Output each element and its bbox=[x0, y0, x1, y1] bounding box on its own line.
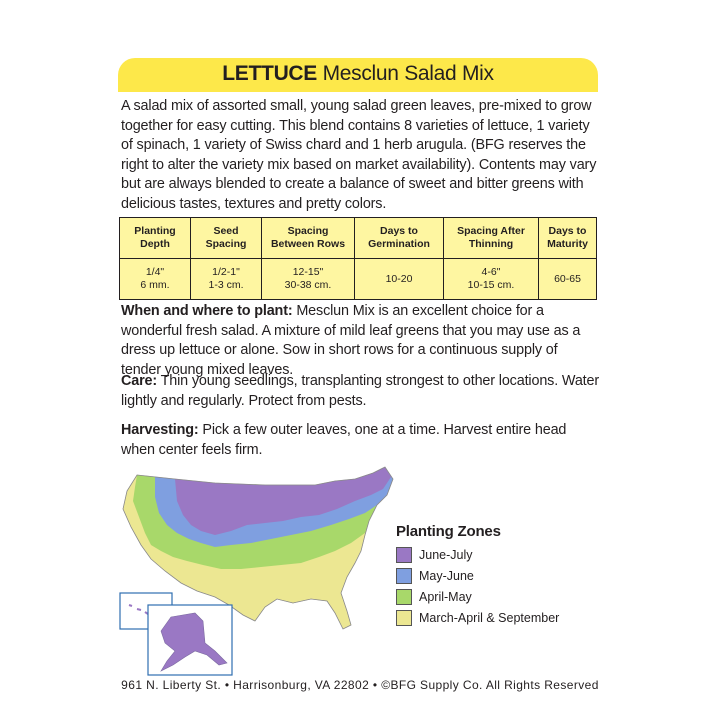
legend-item bbox=[396, 586, 559, 607]
footer-address: 961 N. Liberty St. • Harrisonburg, VA 22802 • ©BFG Supply Co. All Rights Reserved bbox=[121, 678, 599, 692]
legend-label: May-June bbox=[419, 568, 474, 583]
header-cell: Spacing After Thinning bbox=[444, 218, 539, 259]
value-cell: 10-20 bbox=[355, 259, 444, 300]
header-cell: Planting Depth bbox=[120, 218, 191, 259]
value-cell: 4-6" 10-15 cm. bbox=[444, 259, 539, 300]
value-cell: 60-65 bbox=[539, 259, 597, 300]
care-section bbox=[121, 372, 599, 411]
legend-swatch bbox=[396, 568, 412, 584]
value-cell: 1/2-1" 1-3 cm. bbox=[191, 259, 262, 300]
legend-label: March-April & September bbox=[419, 610, 560, 625]
value-cell: 12-15" 30-38 cm. bbox=[262, 259, 355, 300]
value-cell: 1/4" 6 mm. bbox=[120, 259, 191, 300]
section-text: Mesclun Mix is an excellent choice for a wonderful fresh salad. A mixture of mild leaf greens that you may use as a dress up lettuce or alone. Sow in short rows for a continuous supply of tender young mixed leaves. bbox=[121, 303, 581, 378]
legend-label: April-May bbox=[419, 589, 472, 604]
legend-title: Planting Zones bbox=[396, 523, 501, 540]
header-cell: Days to Germination bbox=[355, 218, 444, 259]
when-where-section bbox=[121, 302, 599, 380]
header-cell: Days to Maturity bbox=[539, 218, 597, 259]
table-value-row bbox=[120, 259, 597, 300]
header-cell: Seed Spacing bbox=[191, 218, 262, 259]
harvesting-section bbox=[121, 421, 599, 460]
legend-swatch bbox=[396, 547, 412, 563]
section-label: When and where to plant: bbox=[121, 303, 293, 319]
header-cell: Spacing Between Rows bbox=[262, 218, 355, 259]
planting-zones-legend bbox=[396, 523, 559, 628]
intro-paragraph: A salad mix of assorted small, young salad green leaves, pre-mixed to grow together for easy cutting. This blend contains 8 varieties of lettuce, 1 variety of spinach, 1 variety of Swiss chard and 1 herb arugula. (BFG reserves the right to alter the variety mix based on market availability). Contents may vary but are always blended to create a balance of sweet and bitter greens with delicious tastes, textures and pretty colors. bbox=[121, 98, 597, 212]
legend-swatch bbox=[396, 610, 412, 626]
section-text: Pick a few outer leaves, one at a time. Harvest entire head when center feels firm. bbox=[121, 422, 567, 458]
legend-item bbox=[396, 565, 559, 586]
legend-label: June-July bbox=[419, 547, 473, 562]
table-header-row bbox=[120, 218, 597, 259]
title-banner bbox=[118, 58, 598, 92]
planting-zone-map bbox=[115, 465, 405, 680]
section-text: Thin young seedlings, transplanting strongest to other locations. Water lightly and regularly. Protect from pests. bbox=[121, 373, 600, 409]
variety-name: Mesclun Salad Mix bbox=[322, 62, 494, 85]
page-title bbox=[222, 62, 493, 86]
legend-item bbox=[396, 544, 559, 565]
section-label: Harvesting: bbox=[121, 422, 199, 438]
growing-info-table bbox=[119, 217, 597, 300]
crop-name: LETTUCE bbox=[222, 62, 318, 85]
legend-item bbox=[396, 607, 559, 628]
section-label: Care: bbox=[121, 373, 158, 389]
legend-swatch bbox=[396, 589, 412, 605]
